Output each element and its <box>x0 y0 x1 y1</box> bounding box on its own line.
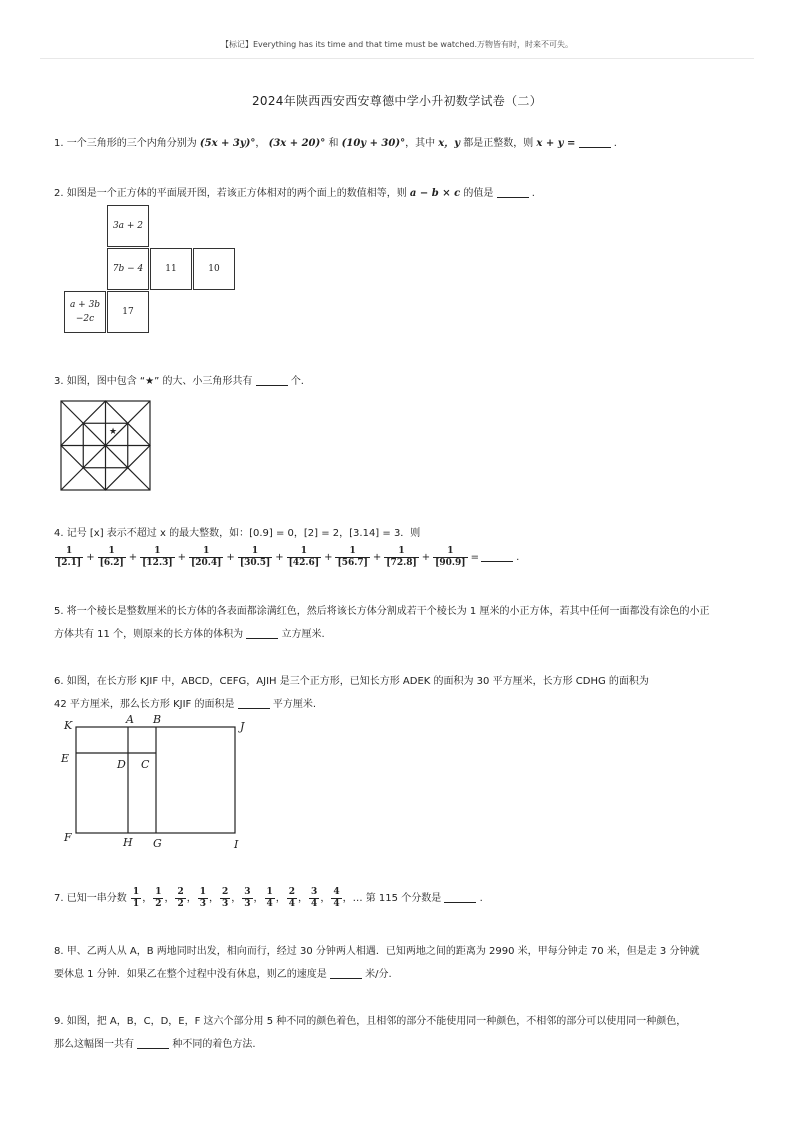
q7-ellipsis: ，… 第 115 个分数是 <box>342 893 442 904</box>
q1-angle-1: (5x + 3y)° <box>199 138 256 149</box>
q1-mid: ，其中 <box>405 138 436 149</box>
q7-frac-8: $\frac{2}{4}$ <box>288 886 296 909</box>
q1-ask: x + y = <box>536 138 576 149</box>
label-D: D <box>117 758 126 771</box>
q7-end: . <box>479 893 483 904</box>
q2-end: . <box>531 188 535 199</box>
label-J: J <box>240 720 245 733</box>
label-K: K <box>64 719 73 732</box>
net-cell-expr-line1: a + 3b <box>69 300 101 310</box>
label-C: C <box>141 758 150 771</box>
triangle-grid-figure <box>60 400 152 492</box>
question-4 <box>54 522 420 545</box>
label-H: H <box>123 836 133 849</box>
rectangle-figure <box>75 726 237 836</box>
net-cell-bottom: 17 <box>107 291 149 333</box>
q5-line-1: 5. 将一个棱长是整数厘米的长方体的各表面都涂满红色，然后将该长方体分割成若干个棱长为 1 厘米的小正方体，若其中任何一面都没有涂色的小正 <box>54 606 710 617</box>
q4-answer-blank <box>481 550 513 562</box>
page-title: 2024年陕西西安西安尊德中学小升初数学试卷（二） <box>251 94 543 108</box>
label-E: E <box>61 752 70 765</box>
q6-line-1: 6. 如图，在长方形 KJIF 中，ABCD，CEFG，AJIH 是三个正方形，已知长方形 ADEK 的面积为 30 平方厘米，长方形 CDHG 的面积为 <box>54 676 649 687</box>
q7-frac-9: $\frac{3}{4}$ <box>311 886 318 909</box>
q4-frac-6: $\frac{1}{[42.6]}$ <box>288 545 320 568</box>
q4-frac-5: $\frac{1}{[30.5]}$ <box>239 545 271 568</box>
q8-line-2: 要休息 1 分钟．如果乙在整个过程中没有休息，则乙的速度是 米/分. <box>54 969 392 980</box>
q1-and: 和 <box>328 138 339 149</box>
q3-answer-blank <box>256 374 288 386</box>
q1-suffix: 都是正整数，则 <box>463 138 534 149</box>
net-cell-expr-line2: −2c <box>75 314 95 324</box>
q7-text: 7. 已知一串分数 <box>54 893 127 904</box>
q4-text: 4. 记号 [x] 表示不超过 x 的最大整数，如：[0.9] = 0，[2] = 2，[3.14] = 3．则 <box>54 528 421 539</box>
q4-frac-8: $\frac{1}{[72.8]}$ <box>386 545 417 568</box>
q5-answer-blank <box>246 627 278 639</box>
q9-line-1: 9. 如图，把 A，B，C，D，E，F 这六个部分用 5 种不同的颜色着色，且相邻的部分不能使用同一种颜色，不相邻的部分可以使用同一种颜色， <box>54 1016 687 1027</box>
page-header-motto: 【标记】Everything has its time and that time must be watched.万物皆有时，时来不可失。 <box>220 40 574 49</box>
q3-suffix: 的大、小三角形共有 <box>162 376 253 387</box>
label-G: G <box>153 837 162 850</box>
net-cell-top: 3a + 2 <box>107 205 149 247</box>
q2-answer-blank <box>497 186 529 198</box>
q7-frac-4: $\frac{1}{3}$ <box>199 886 206 909</box>
q6-answer-blank <box>238 697 270 709</box>
q5-line-2: 方体共有 11 个，则原来的长方体的体积为 立方厘米. <box>54 629 325 640</box>
star-icon: ★ <box>108 427 118 437</box>
q9-line-2: 那么这幅图一共有 种不同的着色方法. <box>54 1039 256 1050</box>
q1-vars: x，y <box>438 138 461 149</box>
question-8 <box>54 940 699 986</box>
q2-suffix: 的值是 <box>463 188 494 199</box>
net-cell-right-1: 11 <box>150 248 192 290</box>
q4-frac-3: $\frac{1}{[12.3]}$ <box>142 545 173 568</box>
q7-frac-7: $\frac{1}{4}$ <box>266 886 273 909</box>
cube-net-figure <box>64 205 239 337</box>
question-1: 1. 一个三角形的三个内角分别为 (5x + 3y)°， (3x + 20)° 和 (10y + 30)°，其中 x，y 都是正整数，则 x + y = . <box>54 138 617 149</box>
q3-text: 3. 如图，图中包含 <box>54 376 137 387</box>
q1-angle-3: (10y + 30)° <box>341 138 406 149</box>
q1-text: 1. 一个三角形的三个内角分别为 <box>54 138 197 149</box>
q3-end: 个. <box>290 376 304 387</box>
q8-line-1: 8. 甲、乙两人从 A，B 两地同时出发，相向而行，经过 30 分钟两人相遇．已知两地之间的距离为 2990 米，甲每分钟走 70 米，但是走 3 分钟就 <box>54 946 700 957</box>
label-A: A <box>126 713 134 726</box>
q2-text: 2. 如图是一个正方体的平面展开图，若该正方体相对的两个面上的数值相等，则 <box>54 188 407 199</box>
q2-expr: a − b × c <box>409 188 461 199</box>
q7-frac-2: $\frac{1}{2}$ <box>155 886 162 909</box>
question-3 <box>54 370 304 393</box>
question-9 <box>54 1010 686 1056</box>
question-2 <box>54 182 535 205</box>
q4-end: . <box>516 552 520 563</box>
q1-end: . <box>613 138 617 149</box>
question-7: 7. 已知一串分数 $\frac{1}{1}$ ， $\frac{1}{2}$ ， $\frac{2}{2}$ ， $\frac{1}{3}$ ， $\frac{2}{3}$ ， $\frac{3}{3}$ ， $\frac{1}{4}$ ， $\frac{2}{4}$ ， $\frac{3}{4}$ ， $\frac{4}{4}$ ，… 第 115 个分数是 . <box>54 886 483 909</box>
q6-line-2: 42 平方厘米，那么长方形 KJIF 的面积是 平方厘米. <box>54 699 317 710</box>
q7-frac-3: $\frac{2}{2}$ <box>177 886 184 909</box>
q3-star: “★” <box>139 376 160 387</box>
label-I: I <box>234 838 239 851</box>
q1-answer-blank <box>579 136 611 148</box>
label-B: B <box>153 713 162 726</box>
q7-answer-blank <box>444 891 476 903</box>
question-5 <box>54 600 709 646</box>
q4-sum-row: $\frac{1}{[2.1]}$ + $\frac{1}{[6.2]}$ + $\frac{1}{[12.3]}$ + $\frac{1}{[20.4]}$ + $\frac{1}{[30.5]}$ + $\frac{1}{[42.6]}$ + $\frac{1}{[56.7]}$ + $\frac{1}{[72.8]}$ + $\frac{1}{[90.9]}$ = . <box>57 545 520 568</box>
q4-frac-9: $\frac{1}{[90.9]}$ <box>435 545 466 568</box>
q4-frac-2: $\frac{1}{[6.2]}$ <box>99 545 124 568</box>
q4-frac-1: $\frac{1}{[2.1]}$ <box>57 545 82 568</box>
net-cell-middle: 7b − 4 <box>107 248 149 290</box>
q7-frac-5: $\frac{2}{3}$ <box>221 886 229 909</box>
label-F: F <box>64 831 72 844</box>
net-cell-right-2: 10 <box>193 248 235 290</box>
question-6 <box>54 670 649 716</box>
q1-angle-2: (3x + 20)° <box>268 138 326 149</box>
q7-frac-6: $\frac{3}{3}$ <box>244 886 251 909</box>
q4-frac-7: $\frac{1}{[56.7]}$ <box>337 545 368 568</box>
q4-frac-4: $\frac{1}{[20.4]}$ <box>190 545 222 568</box>
q9-answer-blank <box>137 1037 169 1049</box>
q7-frac-1: $\frac{1}{1}$ <box>132 886 140 909</box>
q7-frac-10: $\frac{4}{4}$ <box>333 886 340 909</box>
net-cell-bottom-left <box>64 291 106 333</box>
q8-answer-blank <box>330 967 362 979</box>
header-divider <box>40 58 754 59</box>
